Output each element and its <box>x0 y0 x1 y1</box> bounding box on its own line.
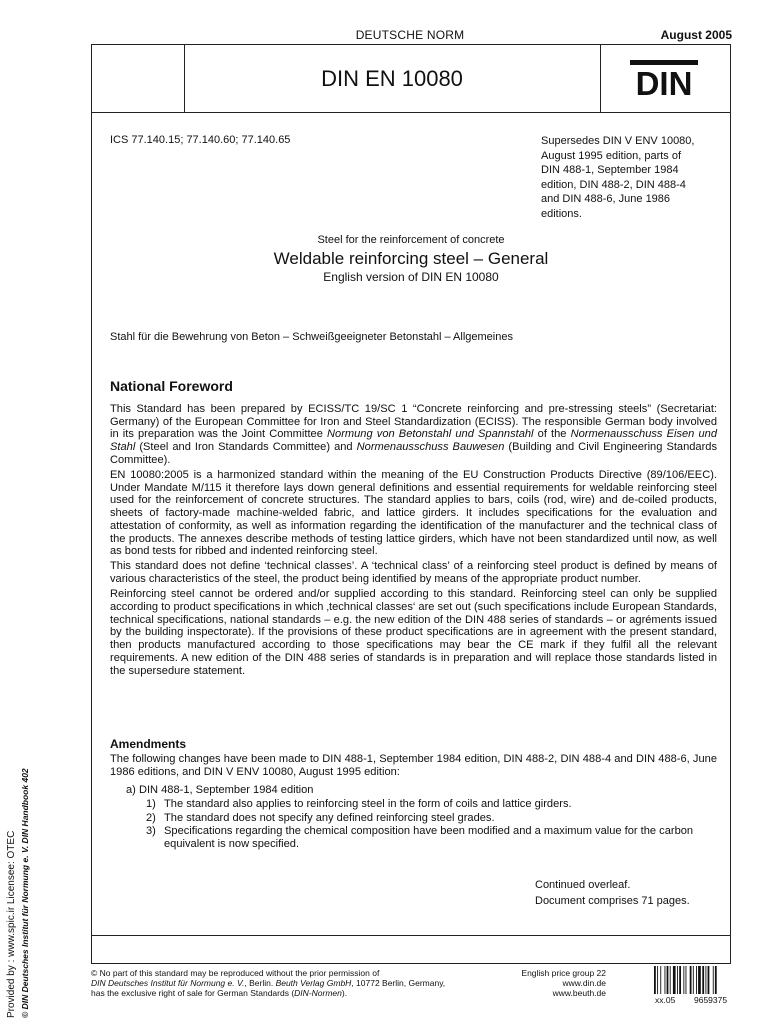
text-run: Beuth Verlag GmbH <box>275 978 352 988</box>
page-count: Document comprises 71 pages. <box>535 895 690 907</box>
supersedes-line: edition, DIN 488-2, DIN 488-4 <box>541 178 686 191</box>
list-text: Specifications regarding the chemical composition have been modified and a maximum value for the carbon equivalent is now specified. <box>164 825 694 851</box>
header-divider <box>91 112 731 113</box>
barcode-bar <box>698 966 701 994</box>
supersedes-line: editions. <box>541 207 582 220</box>
barcode-bar <box>683 966 684 994</box>
supersedes-line: and DIN 488-6, June 1986 <box>541 193 671 205</box>
barcode-bar <box>667 966 669 994</box>
barcode-bar <box>690 966 692 994</box>
barcode-bar <box>696 966 697 994</box>
committee-name: Normenausschuss Eisen und Stahl <box>110 428 717 454</box>
amendment-item-a: a) DIN 488-1, September 1984 edition <box>126 784 314 796</box>
committee-name: Normenausschuss Bauwesen <box>356 441 505 454</box>
english-version-note: English version of DIN EN 10080 <box>323 270 499 284</box>
din-copyright-watermark: © DIN Deutsches Institut für Normung e. V. DIN Handbook 402 <box>20 768 30 1018</box>
barcode-bar <box>713 966 714 994</box>
price-info <box>510 968 606 998</box>
copyright-line-1: © No part of this standard may be reproduced without the prior permission of <box>91 968 380 978</box>
barcode-code-left: xx.05 <box>655 995 676 1005</box>
header-divider-right <box>600 44 601 112</box>
list-item <box>146 812 716 825</box>
text-run: DIN-Normen <box>294 988 342 998</box>
text-run: (Steel and Iron Standards Committee) and <box>135 441 357 454</box>
price-group: English price group 22 <box>521 968 606 978</box>
amendments-intro <box>110 753 717 778</box>
barcode-bar <box>679 966 681 994</box>
barcode-bar <box>657 966 658 994</box>
barcode-bar <box>693 966 694 994</box>
text-run: , Berlin. <box>244 978 276 988</box>
barcode-bar <box>673 966 676 994</box>
text-run: This Standard has been prepared by ECISS/TC 19/SC 1 “Concrete reinforcing and pre-stressing steels” (Secretariat: Germany) of the European Committee for Iron and Steel Standardization (ECISS). The responsible German body involved in its preparation was the Joint Committee <box>110 403 717 441</box>
continued-note <box>535 877 690 909</box>
supersedes-line: Supersedes DIN V ENV 10080, <box>541 135 695 147</box>
barcode-bar <box>702 966 704 994</box>
barcode-bar <box>686 966 687 994</box>
standard-number: DIN EN 10080 <box>321 66 463 91</box>
foreword-paragraph-1 <box>110 403 717 467</box>
text-run: of the <box>533 428 571 441</box>
list-text: The standard does not specify any defined reinforcing steel grades. <box>164 811 495 824</box>
amendment-sub-list <box>146 798 716 852</box>
copyright-notice <box>91 968 511 998</box>
foreword-paragraph-3: This standard does not define ‘technical classes’. A ‘technical class’ of a reinforcing steel product is defined by means of various characteristics of the steel, the product being identified by means of the appropriate product number. <box>110 560 717 586</box>
text-run: (Building and Civil Engineering Standards Committee). <box>110 441 718 466</box>
document-title: Weldable reinforcing steel – General <box>273 249 549 268</box>
barcode-bar <box>670 966 671 994</box>
list-text: The standard also applies to reinforcing steel in the form of coils and lattice girders. <box>164 798 572 810</box>
list-number: 2) <box>146 811 156 824</box>
list-item <box>146 825 716 850</box>
amendments-heading: Amendments <box>110 737 187 751</box>
foreword-paragraph-4: Reinforcing steel cannot be ordered and/or supplied according to this standard. Reinforcing steel can only be supplied according to product specifications in which ‚technical classes‘ are set out (such specifications include European Standards, technical specifications, national standards – e.g. the new edition of the DIN 488 series of standards – or agréments issued by the building inspectorate). If the provisions of these product specifications are in agreement with the present standard, then products manufactured according to those specifications may bear the CE mark if they fulfil all the relevant requirements. A new edition of the DIN 488 series of standards is in preparation and will replace those standards listed in the supersedure statement. <box>110 588 717 677</box>
barcode-code-right: 9659375 <box>694 995 728 1005</box>
continued-overleaf: Continued overleaf. <box>535 879 631 891</box>
barcode-bar <box>677 966 678 994</box>
beuth-url[interactable]: www.beuth.de <box>552 988 606 998</box>
text-run: , 10772 Berlin, Germany, <box>351 978 446 988</box>
national-foreword-body <box>110 403 717 680</box>
copyright-line-2 <box>91 978 511 988</box>
barcode-bar <box>708 966 710 994</box>
din-logo-text: DIN <box>635 65 693 96</box>
supersedes-line: DIN 488-1, September 1984 <box>541 164 679 176</box>
text-run: has the exclusive right of sale for German Standards ( <box>91 988 295 998</box>
list-number: 1) <box>146 798 156 810</box>
amendments-intro-text: The following changes have been made to DIN 488-1, September 1984 edition, DIN 488-2, DIN 488-4 and DIN 488-6, June 1986 editions, and DIN V ENV 10080, August 1995 edition: <box>110 753 717 778</box>
ics-codes: ICS 77.140.15; 77.140.60; 77.140.65 <box>110 134 291 146</box>
barcode-bar <box>715 966 717 994</box>
supersedes-line: August 1995 edition, parts of <box>541 149 682 162</box>
list-number: 3) <box>146 825 156 838</box>
document-type-label: DEUTSCHE NORM <box>355 28 465 42</box>
list-item <box>146 798 716 811</box>
provider-watermark: Provided by : www.spic.ir Licensee: OTEC <box>6 830 17 1018</box>
german-title: Stahl für die Bewehrung von Beton – Schweißgeeigneter Betonstahl – Allgemeines <box>110 331 513 343</box>
barcode-bar <box>665 966 666 994</box>
din-url[interactable]: www.din.de <box>562 978 606 988</box>
barcode-bar <box>660 966 661 994</box>
text-run: DIN Deutsches Institut für Normung e. V. <box>91 978 245 988</box>
footer-divider <box>91 935 731 936</box>
publication-date: August 2005 <box>660 28 732 42</box>
national-foreword-heading: National Foreword <box>110 378 233 394</box>
committee-name: Normung von Betonstahl und Spannstahl <box>327 428 534 441</box>
supersedes-statement <box>541 134 731 221</box>
text-run: ). <box>341 988 348 998</box>
barcode <box>654 966 734 994</box>
barcode-bar <box>654 966 656 994</box>
din-logo <box>630 60 698 96</box>
barcode-bar <box>705 966 706 994</box>
copyright-line-3 <box>91 988 511 998</box>
foreword-paragraph-2: EN 10080:2005 is a harmonized standard within the meaning of the EU Construction Products Directive (89/106/EEC). Under Mandate M/115 it therefore lays down general definitions and essential requirements for weldable reinforcing steel used for the reinforcement of concrete structures. The standard applies to bars, coils (rod, wire) and de-coiled products, sheets of factory-made machine-welded fabric, and lattice girders. It includes specifications for the evaluation and attestation of conformity, as well as information regarding the identification of the manufacturer and the technical class of the products. The annexes describe methods of testing lattice girders, which have not been standardized until now, as well as bond tests for ribbed and indented reinforcing steel. <box>110 469 717 558</box>
title-subject: Steel for the reinforcement of concrete <box>317 234 505 246</box>
